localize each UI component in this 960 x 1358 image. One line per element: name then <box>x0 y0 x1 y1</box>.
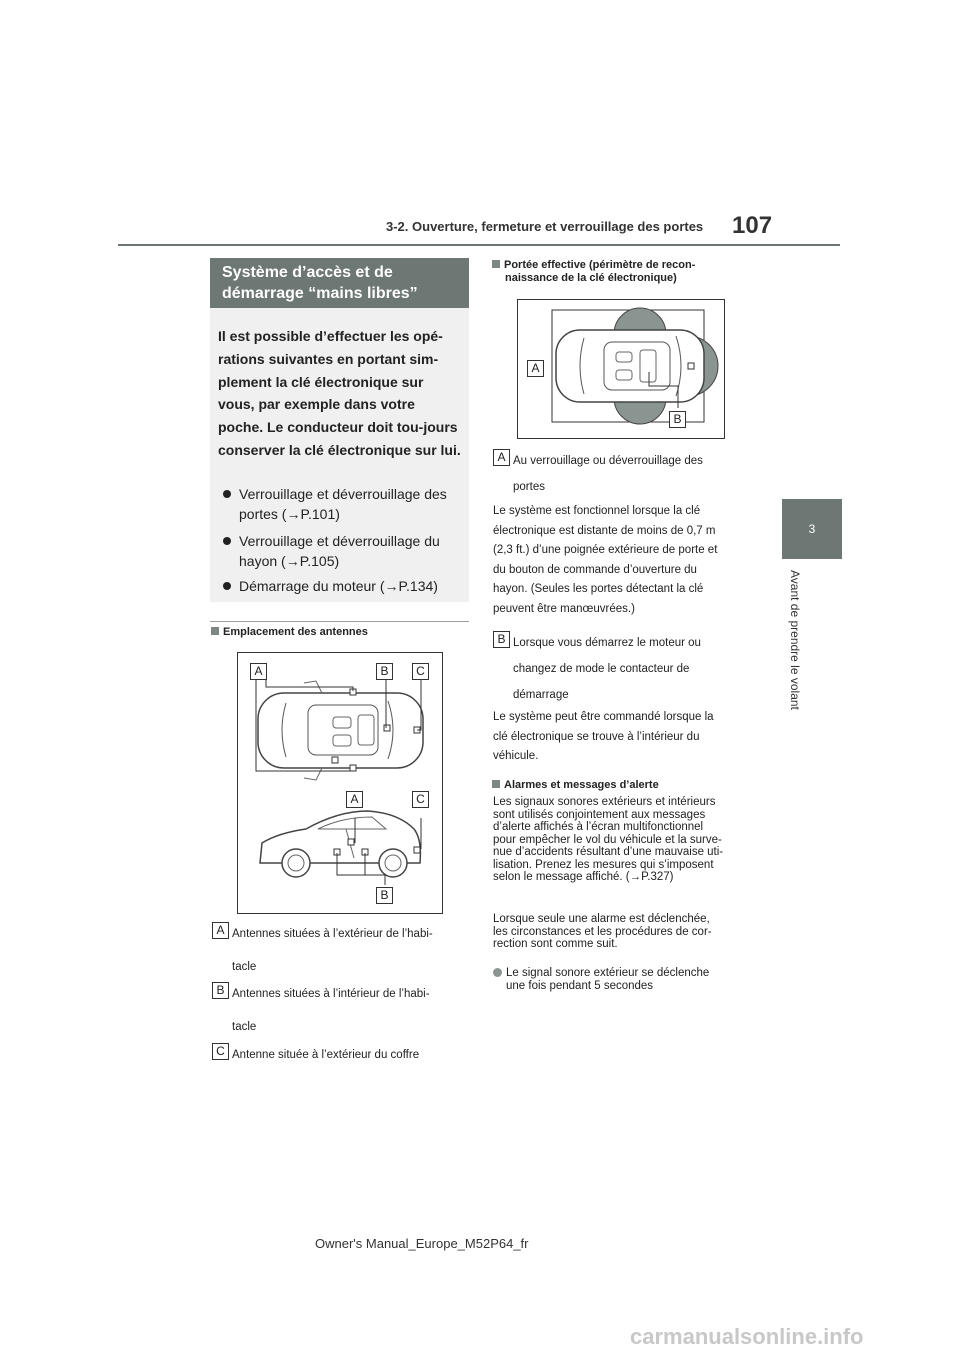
bullet-item <box>218 576 463 596</box>
bullet-line: portes (→P.101) <box>239 506 340 522</box>
range-item-description: Le système peut être commandé lorsque la clé électronique se trouve à l’intérieur du véhicule. <box>493 711 714 762</box>
bullet-line: Démarrage du moteur (→P.134) <box>239 578 438 594</box>
car-diagram-icon <box>238 653 442 913</box>
bullet-item <box>218 531 463 571</box>
alarms-bullet: Le signal sonore extérieur se déclenche une fois pendant 5 secondes <box>493 967 755 992</box>
page-number: 107 <box>732 212 773 239</box>
chapter-tab: 3 <box>782 499 842 559</box>
key-range-figure <box>517 299 725 439</box>
bullet-dot-icon <box>223 582 231 590</box>
section-heading-line1: Système d’accès et de <box>222 264 393 281</box>
figure-label-a: A <box>527 360 544 377</box>
legend-entry: Antennes situées à l’intérieur de l’habi- tacle <box>232 988 430 1033</box>
figure-label-b: B <box>669 411 686 428</box>
antenna-location-figure <box>237 652 443 914</box>
legend-key: B <box>212 982 229 999</box>
square-bullet-icon <box>492 260 500 268</box>
section-heading-line2: démarrage “mains libres” <box>222 285 418 302</box>
range-heading: Portée effective (périmètre de recon- naissance de la clé électronique) <box>492 259 752 285</box>
figure-label-a: A <box>250 663 267 680</box>
circle-bullet-icon <box>493 968 502 977</box>
figure-label-c: C <box>412 791 429 808</box>
alarms-paragraph: Lorsque seule une alarme est déclenchée, les circonstances et les procédures de cor- rection sont comme suit. <box>493 913 712 950</box>
square-bullet-icon <box>211 627 219 635</box>
section-title: 3-2. Ouverture, fermeture et verrouillage des portes <box>386 219 704 234</box>
watermark: carmanualsonline.info <box>630 1324 864 1349</box>
bullet-line: hayon (→P.105) <box>239 553 340 569</box>
bullet-line: Verrouillage et déverrouillage du <box>239 533 440 549</box>
bullet-dot-icon <box>223 490 231 498</box>
bullet-item <box>218 484 463 524</box>
alarms-paragraph: Les signaux sonores extérieurs et intérieurs sont utilisés conjointement aux messages d’alerte affichés à l’écran multifonctionnel pour empêcher le vol du véhicule et la surve- nue d’accidents résultant d’une mauvaise uti- lisation. Prenez les mesures qui s’imposent selon le message affiché. (→P.327) <box>493 796 724 883</box>
antennas-heading: Emplacement des antennes <box>211 626 368 639</box>
intro-paragraph: Il est possible d’effectuer les opé-rations suivantes en portant sim-plement la clé électronique sur vous, par exemple dans votre poche. Le conducteur doit tou-jours conserver la clé électronique sur lui. <box>218 328 461 458</box>
legend-entry: Antenne située à l’extérieur du coffre <box>232 1049 420 1061</box>
legend-entry: Antennes situées à l’extérieur de l’habi- tacle <box>232 928 433 973</box>
legend-key: C <box>212 1043 229 1060</box>
section-heading <box>210 258 469 308</box>
figure-label-a: A <box>346 791 363 808</box>
legend-key: B <box>493 631 510 648</box>
range-diagram-icon <box>518 300 724 438</box>
bullet-line: Verrouillage et déverrouillage des <box>239 486 447 502</box>
range-item-title: Au verrouillage ou déverrouillage des portes <box>513 455 703 493</box>
square-bullet-icon <box>492 780 500 788</box>
footer-manual-id: Owner's Manual_Europe_M52P64_fr <box>315 1236 529 1251</box>
figure-label-c: C <box>412 663 429 680</box>
bullet-dot-icon <box>223 537 231 545</box>
alarms-heading: Alarmes et messages d’alerte <box>492 779 659 792</box>
range-item-description: Le système est fonctionnel lorsque la clé électronique est distante de moins de 0,7 m (2,3 ft.) d’une poignée extérieure de porte et du bouton de commande d’ouverture du hayon. (Seules les portes détectant la clé peuvent être manœuvrées.) <box>493 505 718 615</box>
range-item-title: Lorsque vous démarrez le moteur ou changez de mode le contacteur de démarrage <box>513 637 701 701</box>
figure-label-b: B <box>376 663 393 680</box>
section-divider <box>210 621 469 622</box>
legend-key: A <box>493 449 510 466</box>
legend-key: A <box>212 922 229 939</box>
figure-label-b: B <box>376 887 393 904</box>
header-divider <box>118 244 840 246</box>
chapter-title: Avant de prendre le volant <box>788 570 802 710</box>
chapter-title-vertical <box>760 570 830 730</box>
